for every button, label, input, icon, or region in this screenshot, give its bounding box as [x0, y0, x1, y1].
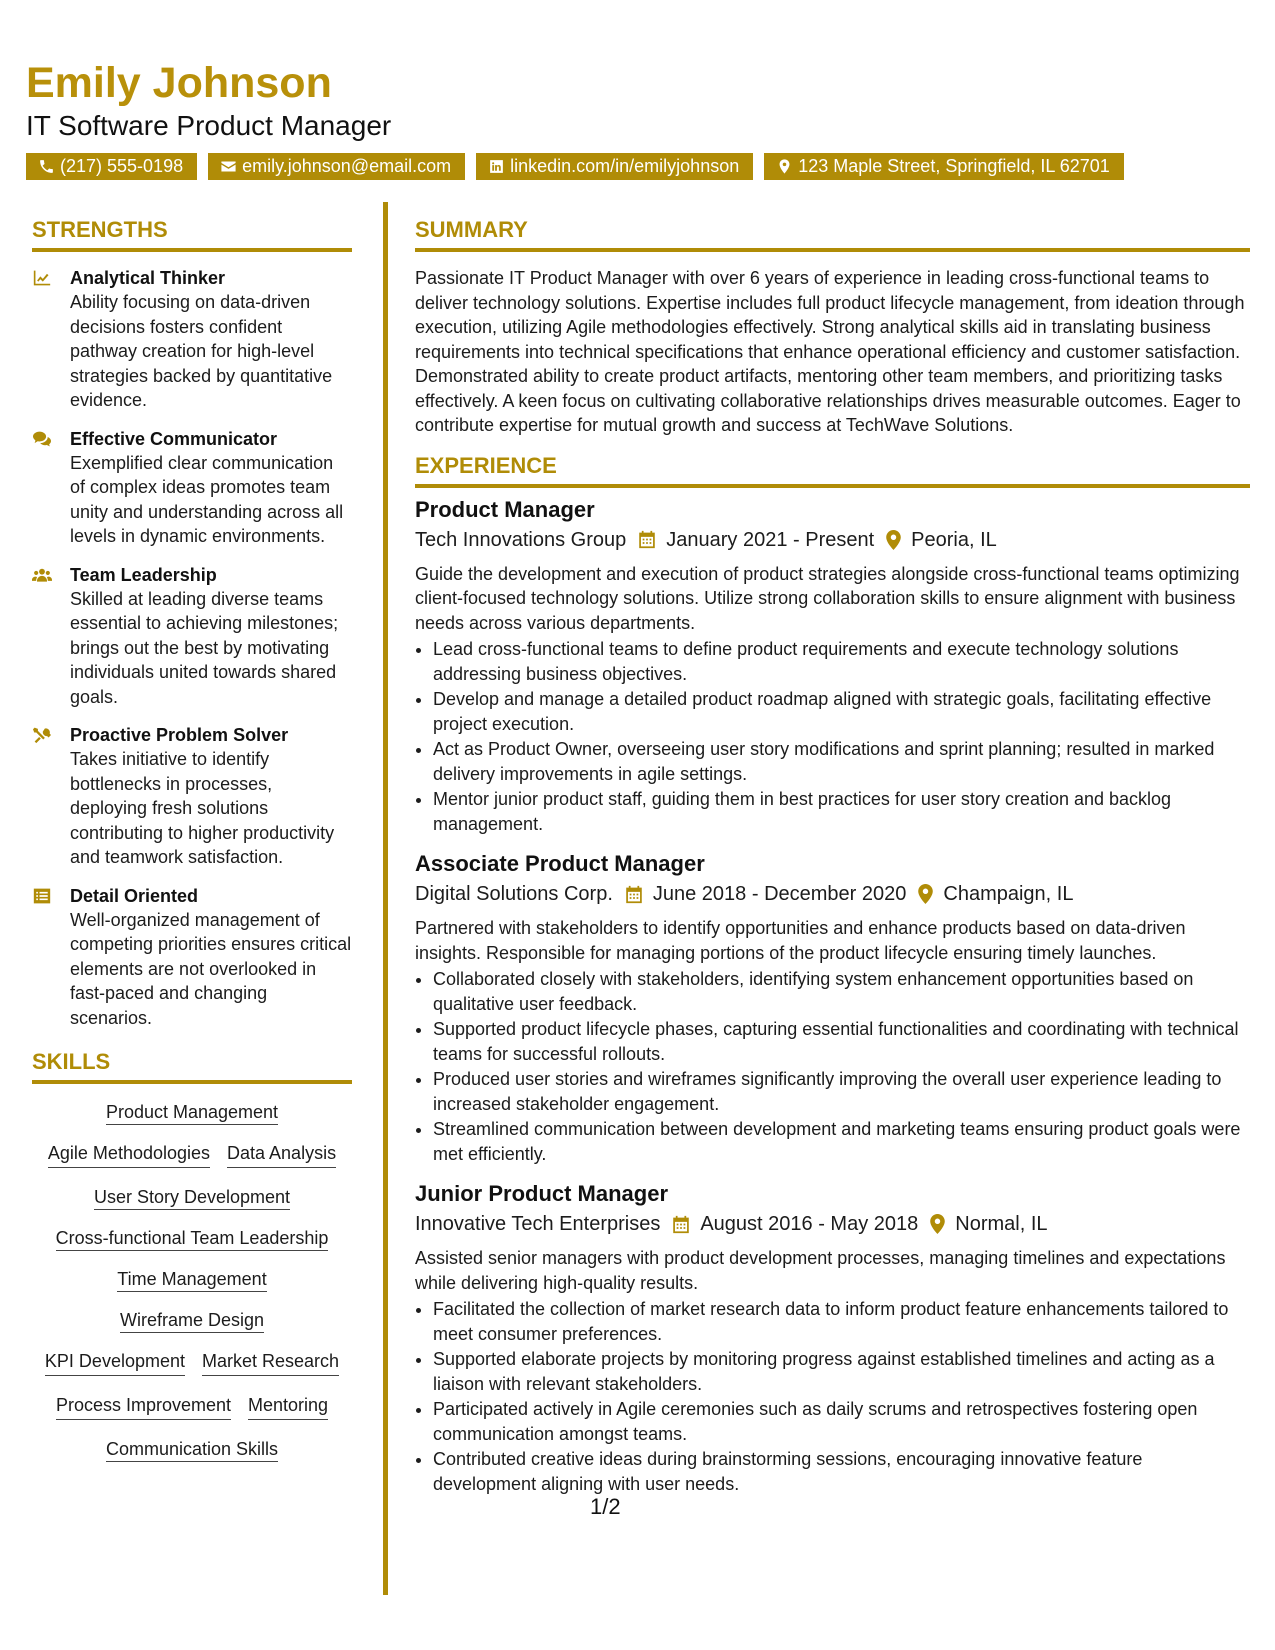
calendar-icon: [638, 530, 656, 549]
job-entry: [415, 1180, 1250, 1496]
resume-job-title: IT Software Product Manager: [26, 110, 392, 141]
calendar-icon: [625, 885, 643, 904]
contact-email-text: emily.johnson@email.com: [242, 156, 452, 176]
strength-item: [32, 884, 352, 1031]
skill-tag: Agile Methodologies: [48, 1141, 210, 1168]
skill-tag: KPI Development: [45, 1349, 185, 1376]
job-company: Innovative Tech Enterprises: [415, 1213, 661, 1236]
job-dates: January 2021 - Present: [666, 528, 875, 551]
contact-bar: [26, 153, 1124, 180]
strengths-heading: STRENGTHS: [32, 218, 352, 252]
contact-linkedin-text: linkedin.com/in/emilyjohnson: [510, 156, 740, 176]
strength-title: Analytical Thinker: [70, 268, 226, 289]
job-bullet: • Contributed creative ideas during brainstorming sessions, encouraging innovative feature development aligning with user needs.: [433, 1447, 1250, 1496]
job-title: Product Manager: [415, 496, 595, 522]
strength-title: Effective Communicator: [70, 428, 278, 449]
strength-item: [32, 723, 352, 870]
resume-name: Emily Johnson: [26, 59, 332, 107]
job-bullet: • Participated actively in Agile ceremonies such as daily scrums and retrospectives fostering open communication amongst teams.: [433, 1397, 1250, 1446]
strength-desc: Ability focusing on data-driven decisions fosters confident pathway creation for high-level strategies backed by quantitative evidence.: [70, 292, 333, 411]
page-number: 1/2: [590, 1494, 621, 1519]
job-bullet: • Streamlined communication between development and marketing teams ensuring product goals were met efficiently.: [433, 1117, 1250, 1166]
skill-tag: User Story Development: [94, 1187, 290, 1210]
job-company: Digital Solutions Corp.: [415, 883, 613, 906]
left-column: [32, 218, 352, 1461]
skill-tag: Product Management: [106, 1102, 278, 1125]
contact-phone[interactable]: [26, 153, 197, 180]
envelope-icon: [220, 158, 237, 175]
map-marker-icon: [918, 884, 933, 904]
comments-icon: [32, 430, 52, 448]
contact-address[interactable]: [764, 153, 1124, 180]
calendar-icon: [672, 1215, 690, 1234]
map-marker-icon: [776, 158, 793, 175]
tools-icon: [32, 726, 52, 744]
job-description: Partnered with stakeholders to identify opportunities and enhance products based on data-driven insights. Responsible for managing portions of the product lifecycle ensuring timely launches.: [415, 918, 1186, 963]
job-description: Assisted senior managers with product development processes, managing timelines and expectations while delivering high-quality results.: [415, 1248, 1226, 1293]
job-bullet: • Produced user stories and wireframes significantly improving the overall user experience leading to increased stakeholder engagement.: [433, 1067, 1250, 1116]
users-icon: [32, 566, 52, 584]
job-bullets: [415, 1297, 1250, 1496]
job-title: Associate Product Manager: [415, 851, 705, 877]
job-entry: [415, 496, 1250, 837]
contact-email[interactable]: [208, 153, 465, 180]
strength-desc: Exemplified clear communication of complex ideas promotes team unity and understanding across all levels in dynamic environments.: [70, 452, 344, 547]
skills-heading: SKILLS: [32, 1050, 352, 1084]
skill-tag: Process Improvement: [56, 1393, 231, 1420]
job-bullet: • Lead cross-functional teams to define product requirements and execute technology solutions addressing business objectives.: [433, 637, 1250, 686]
contact-address-text: 123 Maple Street, Springfield, IL 62701: [798, 156, 1110, 176]
job-bullet: • Facilitated the collection of market research data to inform product feature enhancements tailored to meet consumer preferences.: [433, 1297, 1250, 1346]
job-dates: June 2018 - December 2020: [652, 883, 907, 906]
strength-title: Team Leadership: [70, 564, 217, 585]
job-bullet: • Mentor junior product staff, guiding them in best practices for user story creation and backlog management.: [433, 787, 1250, 836]
skill-tag: Market Research: [202, 1349, 339, 1376]
job-location: Champaign, IL: [943, 883, 1074, 906]
list-alt-icon: [32, 887, 52, 905]
job-bullet: • Act as Product Owner, overseeing user story modifications and sprint planning; resulted in marked delivery improvements in agile settings.: [433, 737, 1250, 786]
linkedin-icon: [488, 158, 505, 175]
strength-item: [32, 563, 352, 710]
skill-tag: Mentoring: [248, 1393, 328, 1420]
job-meta: [415, 526, 1250, 554]
job-meta: [415, 880, 1250, 908]
job-bullets: [415, 967, 1250, 1166]
job-company: Tech Innovations Group: [415, 528, 627, 551]
skill-tag: Data Analysis: [227, 1141, 336, 1168]
right-column: [415, 218, 1250, 1510]
summary-text: Passionate IT Product Manager with over 6 years of experience in leading cross-functional teams to deliver technology solutions. Expertise includes full product lifecycle management, from ideation through execution, utilizing Agile methodologies effectively. Strong analytical skills aid in translating business requirements into technical specifications that enhance operational efficiency and customer satisfaction. Demonstrated ability to create product artifacts, mentoring other team members, and prioritizing tasks effectively. A keen focus on cultivating collaborative relationships drives measurable outcomes. Eager to contribute expertise for mutual growth and success at TechWave Solutions.: [415, 268, 1245, 436]
job-location: Normal, IL: [955, 1213, 1048, 1236]
job-bullet: • Collaborated closely with stakeholders, identifying system enhancement opportunities based on qualitative user feedback.: [433, 967, 1250, 1016]
job-meta: [415, 1210, 1250, 1238]
strength-desc: Takes initiative to identify bottlenecks in processes, deploying fresh solutions contributing to higher productivity and teamwork satisfaction.: [70, 749, 335, 868]
experience-heading: EXPERIENCE: [415, 454, 1250, 488]
skills-list: [32, 1098, 352, 1461]
strength-desc: Skilled at leading diverse teams essential to achieving milestones; brings out the best by motivating individuals united towards shared goals.: [70, 588, 339, 707]
line-chart-icon: [32, 269, 52, 287]
strength-item: [32, 266, 352, 413]
summary-heading: SUMMARY: [415, 218, 1250, 252]
job-title: Junior Product Manager: [415, 1181, 669, 1207]
job-dates: August 2016 - May 2018: [700, 1213, 919, 1236]
strength-desc: Well-organized management of competing priorities ensures critical elements are not overlooked in fast-paced and changing scenarios.: [70, 909, 352, 1028]
job-description: Guide the development and execution of product strategies alongside cross-functional teams optimizing client-focused technology solutions. Utilize strong collaboration skills to ensure alignment with business needs across various departments.: [415, 563, 1240, 633]
job-location: Peoria, IL: [911, 528, 997, 551]
map-marker-icon: [930, 1214, 945, 1234]
map-marker-icon: [886, 530, 901, 550]
strength-title: Proactive Problem Solver: [70, 725, 289, 746]
column-divider: [383, 202, 388, 1595]
skill-tag: Cross-functional Team Leadership: [56, 1228, 329, 1251]
job-entry: [415, 850, 1250, 1166]
strength-item: [32, 427, 352, 549]
skill-tag: Time Management: [117, 1269, 266, 1292]
skill-tag: Communication Skills: [106, 1439, 278, 1462]
contact-phone-text: (217) 555-0198: [60, 156, 184, 176]
phone-icon: [38, 158, 55, 175]
skill-tag: Wireframe Design: [120, 1310, 264, 1333]
job-bullet: • Develop and manage a detailed product roadmap aligned with strategic goals, facilitating effective project execution.: [433, 687, 1250, 736]
job-bullets: [415, 637, 1250, 836]
job-bullet: • Supported elaborate projects by monitoring progress against established timelines and acting as a liaison with relevant stakeholders.: [433, 1347, 1250, 1396]
job-bullet: • Supported product lifecycle phases, capturing essential functionalities and coordinating with technical teams for successful rollouts.: [433, 1017, 1250, 1066]
strength-title: Detail Oriented: [70, 885, 199, 906]
contact-linkedin[interactable]: [476, 153, 753, 180]
